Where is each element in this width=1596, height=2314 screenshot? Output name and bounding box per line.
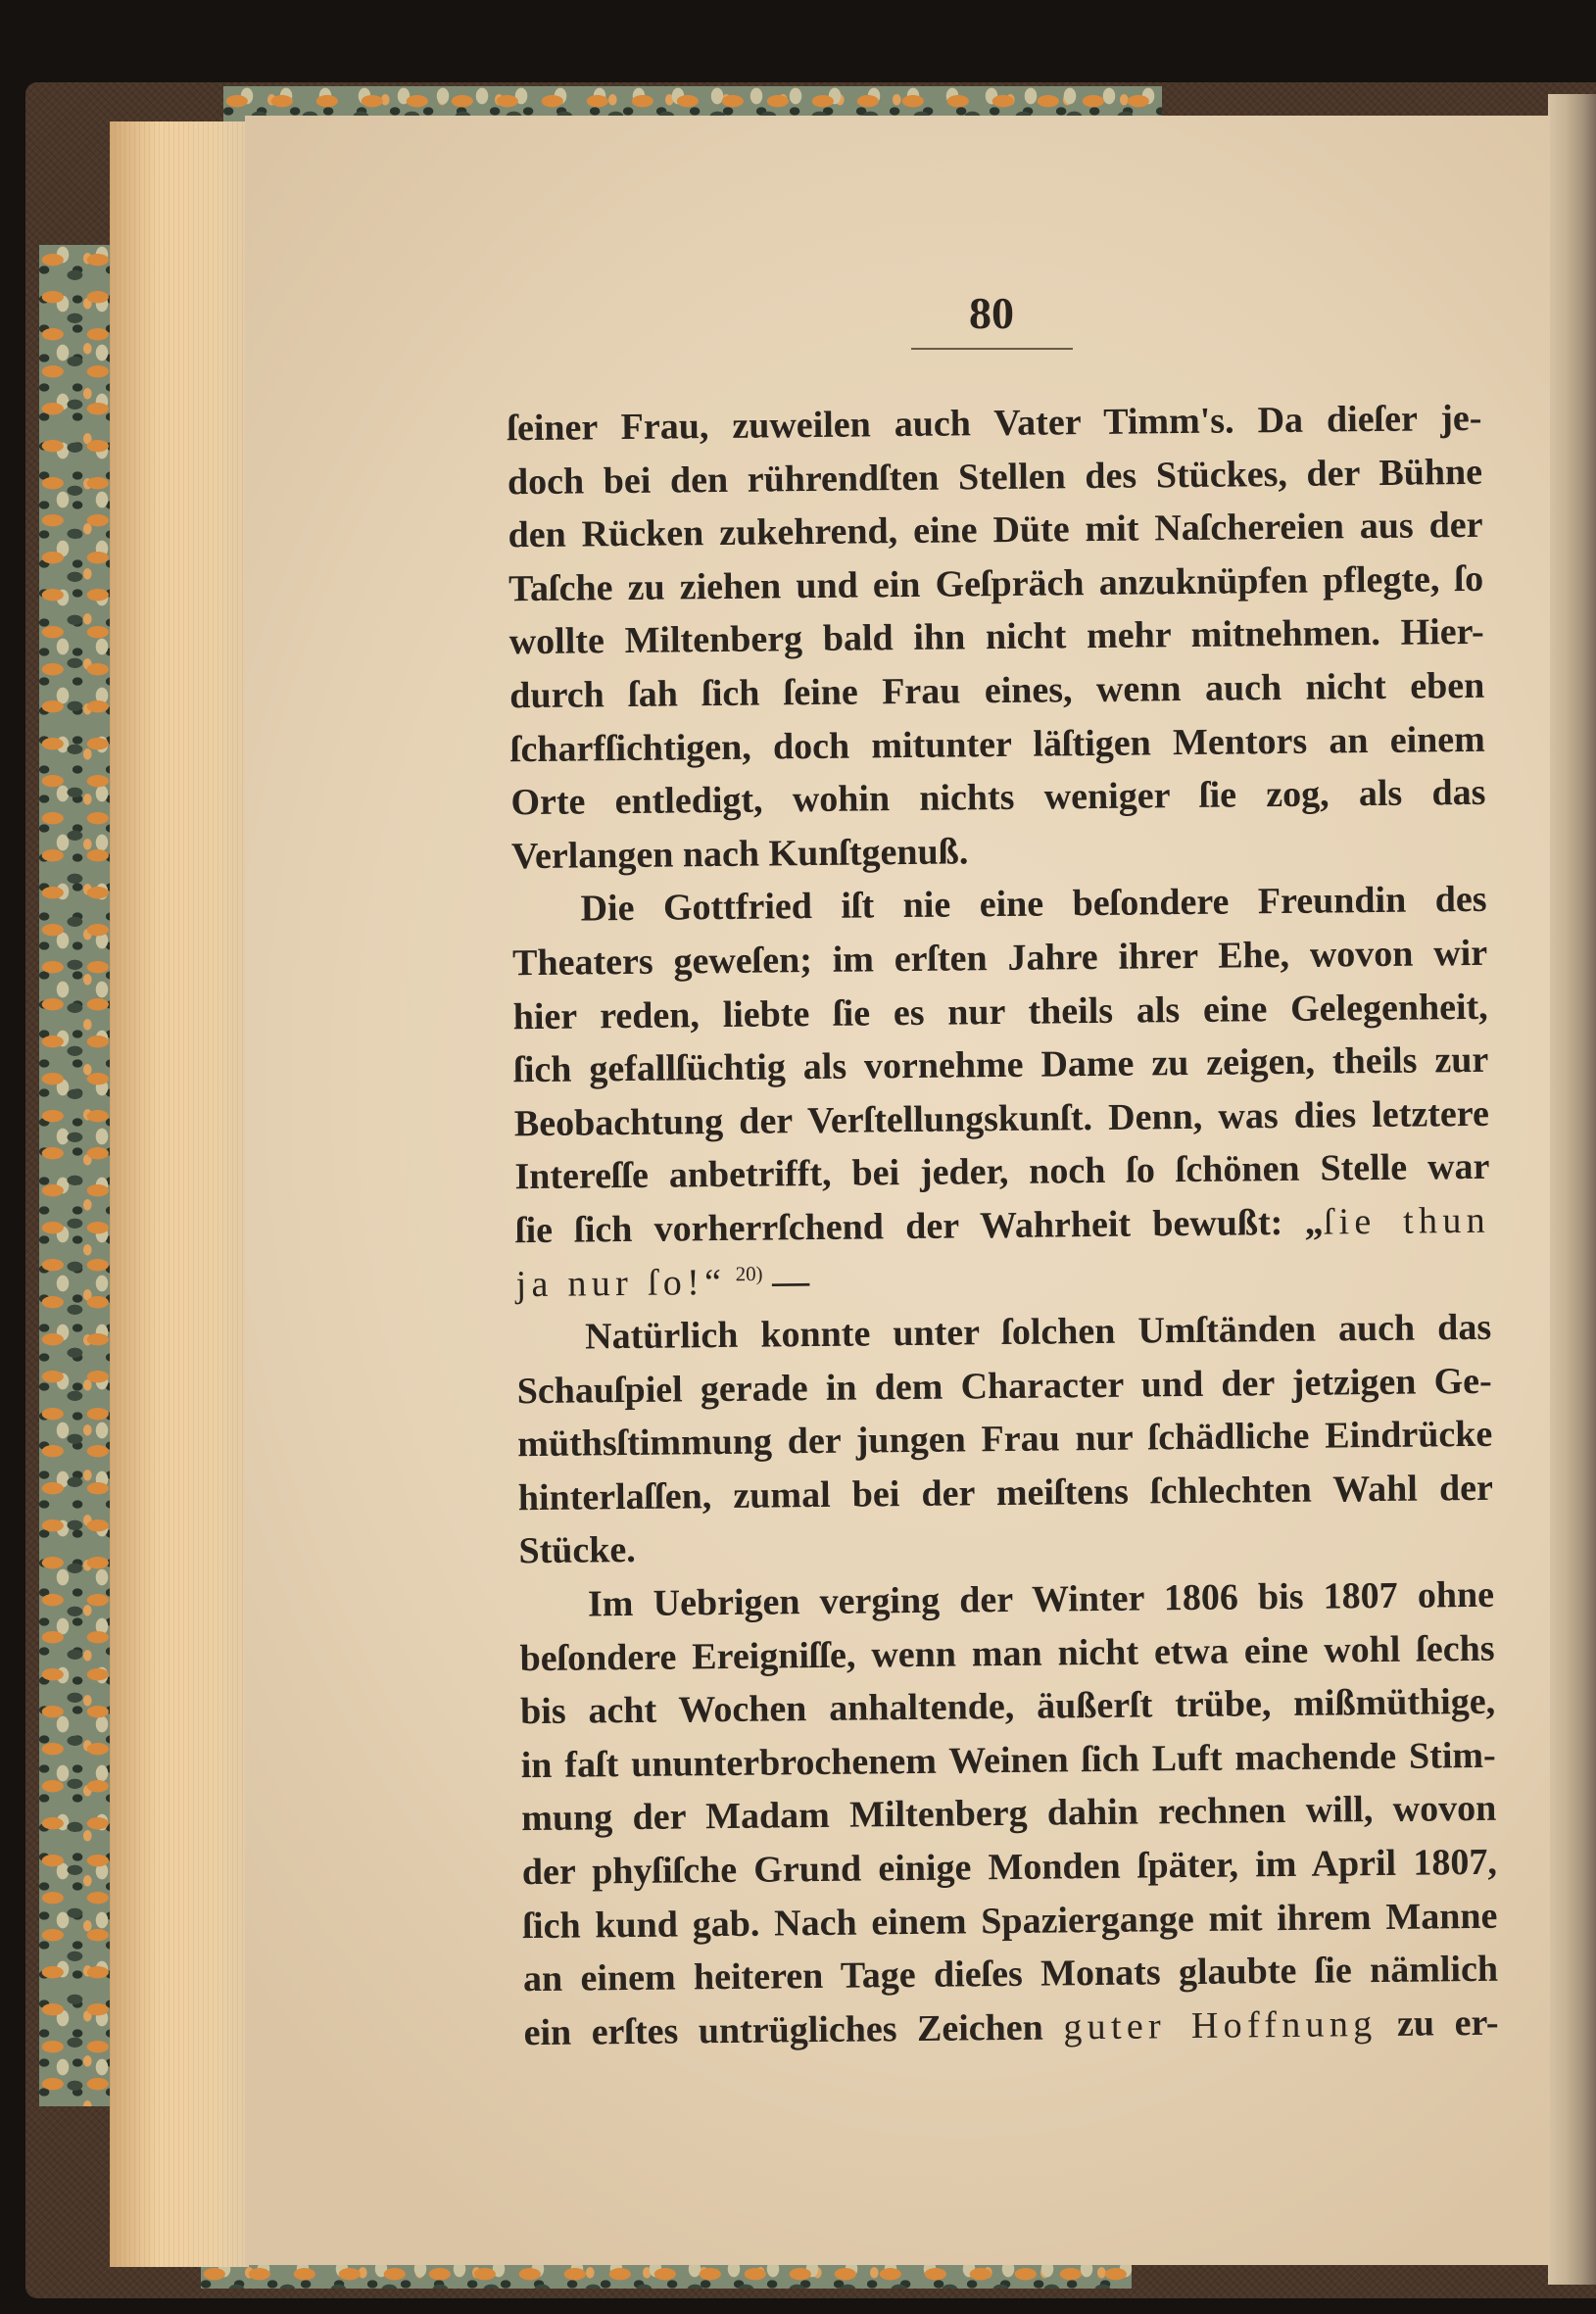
text-line — [522, 1836, 1498, 1900]
text-segment: zu er- — [1377, 2001, 1499, 2045]
text-block — [507, 392, 1499, 2060]
text-segment: müthsſtimmung der jungen Frau nur ſchädliche Eindrücke — [517, 1414, 1493, 1466]
text-segment: ſich gefallſüchtig als vornehme Dame zu zeigen, theils zur — [513, 1038, 1489, 1091]
footnote-reference: 20) — [735, 1261, 763, 1285]
text-segment: den Rücken zukehrend, eine Düte mit Naſchereien aus der — [508, 505, 1483, 556]
spaced-emphasis: ſie thun — [1323, 1199, 1491, 1243]
spaced-emphasis: ja nur ſo!“ — [515, 1261, 727, 1305]
text-segment: Intereſſe anbetrifft, bei jeder, noch ſo ſchönen Stelle war — [514, 1146, 1490, 1198]
text-line — [516, 1301, 1492, 1365]
text-line — [519, 1568, 1495, 1632]
marbled-edge-left — [39, 245, 116, 2106]
text-segment: ſeiner Frau, zuweilen auch Vater Timm's. Da dieſer je- — [507, 397, 1482, 450]
text-segment: beſondere Ereigniſſe, wenn man nicht etwa eine wohl ſechs — [519, 1627, 1495, 1679]
text-segment: ſie ſich vorherrſchend der Wahrheit bewußt: „ — [514, 1201, 1324, 1252]
text-segment: ſcharfſichtigen, doch mitunter läſtigen Mentors an einem — [509, 718, 1486, 770]
text-segment: Stücke. — [518, 1529, 636, 1572]
next-page-edge — [1548, 94, 1596, 2285]
text-segment: Verlangen nach Kunſtgenuß. — [510, 831, 969, 877]
text-segment: Natürlich konnte unter ſolchen Umſtänden auch das — [584, 1306, 1492, 1358]
text-segment: Schauſpiel gerade in dem Character und der jetzigen Ge- — [516, 1360, 1492, 1412]
text-segment: Taſche zu ziehen und ein Geſpräch anzuknüpfen pflegte, ſo — [508, 557, 1484, 610]
text-line — [523, 1997, 1499, 2060]
text-segment: in faſt ununterbrochenem Weinen ſich Luft machende Stim- — [520, 1734, 1496, 1787]
text-segment: hier reden, liebte ſie es nur theils als eine Gelegenheit, — [512, 986, 1488, 1037]
text-segment: der phyſiſche Grund einige Monden ſpäter, im April 1807, — [521, 1841, 1498, 1894]
text-line — [508, 499, 1483, 562]
text-line — [510, 766, 1486, 830]
text-line — [509, 659, 1485, 723]
text-line — [523, 1943, 1499, 2006]
text-segment: durch ſah ſich ſeine Frau eines, wenn auch nicht eben — [509, 664, 1485, 717]
text-segment: ein erſtes untrügliches Zeichen — [523, 2006, 1064, 2053]
text-segment: Beobachtung der Verſtellungskunſt. Denn, was dies letztere — [513, 1092, 1490, 1144]
text-segment: ſich kund gab. Nach einem Spaziergange mit ihrem Manne — [522, 1895, 1498, 1947]
text-line — [513, 1034, 1489, 1097]
page-edges — [110, 121, 249, 2267]
text-segment: bis acht Wochen anhaltende, äußerſt trübe, mißmüthige, — [519, 1681, 1496, 1733]
page-number-rule — [911, 348, 1073, 350]
text-segment: — — [762, 1260, 810, 1303]
text-line — [515, 1194, 1491, 1258]
text-segment: wollte Miltenberg bald ihn nicht mehr mitnehmen. Hier- — [508, 611, 1484, 663]
text-segment: Die Gottfried iſt nie eine beſondere Freundin des — [580, 879, 1487, 930]
text-line — [518, 1462, 1494, 1525]
text-segment: Theaters geweſen; im erſten Jahre ihrer Ehe, wovon wir — [511, 932, 1488, 985]
text-segment: an einem heiteren Tage dieſes Monats glaubte ſie nämlich — [522, 1948, 1499, 2001]
text-line — [512, 927, 1488, 990]
text-line — [517, 1408, 1493, 1471]
text-segment: mung der Madam Miltenberg dahin rechnen will, wovon — [521, 1788, 1497, 1840]
text-line — [520, 1675, 1496, 1739]
text-segment: doch bei den rührendſten Stellen des Stückes, der Bühne — [507, 451, 1483, 503]
spaced-emphasis: guter Hoffnung — [1063, 2002, 1378, 2049]
page-number: 80 — [969, 288, 1014, 338]
text-line — [507, 392, 1482, 456]
text-segment: Orte entledigt, wohin nichts weniger ſie zog, als das — [510, 771, 1486, 824]
text-segment: hinterlaſſen, zumal bei der meiſtens ſchlechten Wahl der — [517, 1467, 1494, 1519]
text-segment: Im Uebrigen verging der Winter 1806 bis 1807 ohne — [587, 1573, 1495, 1625]
